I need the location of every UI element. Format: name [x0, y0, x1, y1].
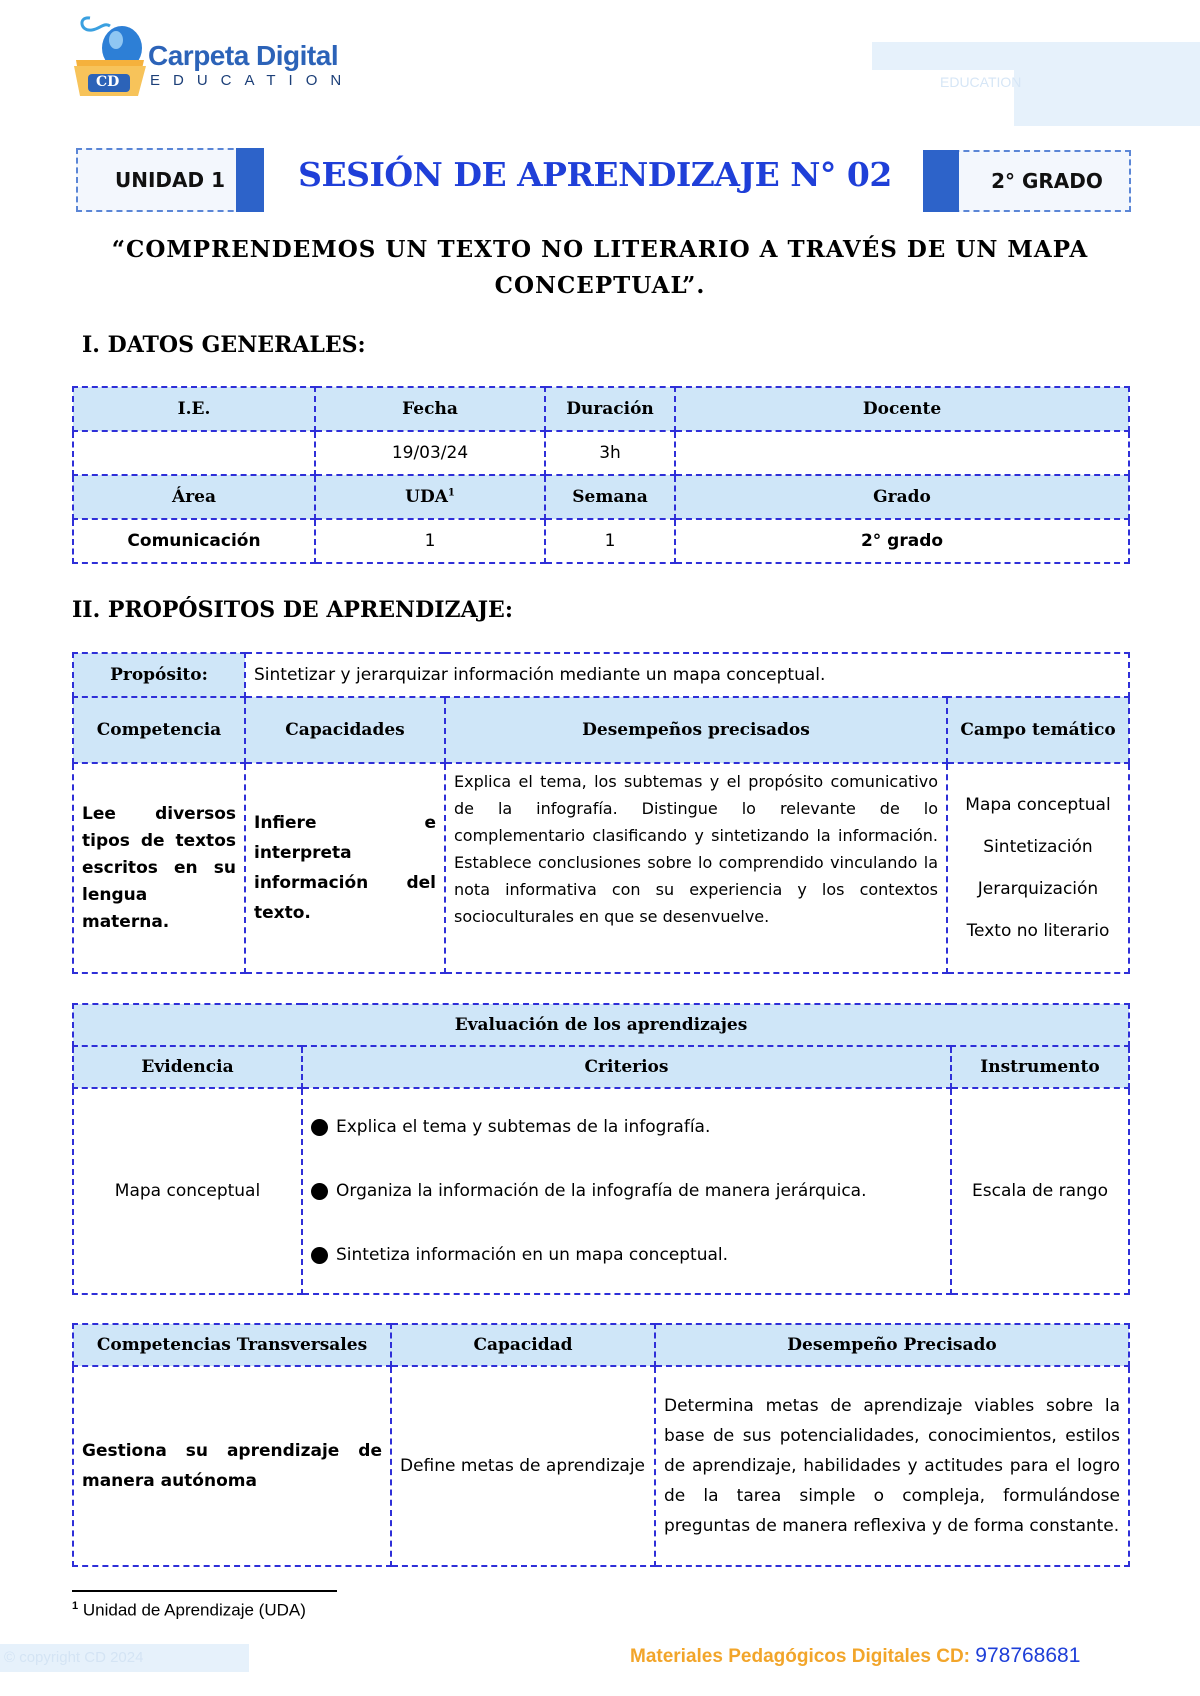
purpose-label: Propósito: — [73, 653, 245, 697]
footnote-divider — [72, 1590, 337, 1592]
campo-item: Sintetización — [983, 837, 1093, 857]
bullet-icon — [311, 1183, 328, 1200]
table-row — [73, 1088, 1129, 1294]
list-item — [311, 1181, 942, 1201]
header-uda-label: UDA — [405, 487, 448, 507]
general-data-table — [72, 386, 1130, 564]
evidencia-value: Mapa conceptual — [73, 1088, 302, 1294]
header-uda — [315, 475, 545, 519]
purpose-text: Sintetizar y jerarquizar información mediante un mapa conceptual. — [245, 653, 1129, 697]
competencia-value: Lee diversos tipos de textos escritos en su lengua materna. — [73, 763, 245, 973]
table-row — [73, 1324, 1129, 1366]
header-docente: Docente — [675, 387, 1129, 431]
bullet-icon — [311, 1119, 328, 1136]
grade-label: 2° GRADO — [991, 169, 1103, 193]
header-band — [872, 42, 1200, 70]
footnote — [72, 1600, 306, 1621]
bullet-icon — [311, 1247, 328, 1264]
table-row — [73, 763, 1129, 973]
header-criterios: Criterios — [302, 1046, 951, 1088]
header-competencia: Competencia — [73, 697, 245, 763]
unit-box-accent — [236, 148, 264, 212]
unit-box — [76, 148, 264, 212]
footnote-number: 1 — [72, 1600, 79, 1612]
logo — [70, 12, 360, 98]
header-area: Área — [73, 475, 315, 519]
header-competencias-transversales: Competencias Transversales — [73, 1324, 391, 1366]
header-desempenos: Desempeños precisados — [445, 697, 947, 763]
transversal-desempeno: Determina metas de aprendizaje viables sobre la base de sus potencialidades, conocimientos, estilos de aprendizaje, habilidades y actitudes para el logro de la tarea simple o compleja, formulándose preguntas de manera reflexiva y de forma constante. — [655, 1366, 1129, 1566]
list-item — [311, 1117, 942, 1137]
table-row — [73, 1004, 1129, 1046]
grade-box — [923, 150, 1131, 212]
table-row — [73, 387, 1129, 431]
campo-item: Jerarquización — [977, 879, 1099, 899]
header-capacidad: Capacidad — [391, 1324, 655, 1366]
header-semana: Semana — [545, 475, 675, 519]
header-band-lower — [1014, 70, 1200, 126]
footnote-ref: 1 — [447, 487, 455, 499]
list-item — [311, 1245, 942, 1265]
logo-subtitle: EDUCATION — [150, 72, 355, 89]
logo-title: Carpeta Digital — [148, 40, 339, 71]
header-fecha: Fecha — [315, 387, 545, 431]
header-grado: Grado — [675, 475, 1129, 519]
criterios-list — [302, 1088, 951, 1294]
header-ie: I.E. — [73, 387, 315, 431]
table-row — [73, 475, 1129, 519]
campo-item: Mapa conceptual — [965, 795, 1111, 815]
value-fecha: 19/03/24 — [315, 431, 545, 475]
transversal-competencia: Gestiona su aprendizaje de manera autónoma — [73, 1366, 391, 1566]
grade-box-accent — [923, 150, 959, 212]
purposes-table — [72, 652, 1130, 974]
desempeno-value: Explica el tema, los subtemas y el propósito comunicativo de la infografía. Distingue lo relevante de lo complementario clasificando y sintetizando la información. Establece conclusiones sobre lo comprendido vinculando la nota informativa con su experiencia y los contextos socioculturales en que se desenvuelve. — [445, 763, 947, 973]
footnote-text: Unidad de Aprendizaje (UDA) — [82, 1600, 306, 1620]
table-row — [73, 431, 1129, 475]
bottom-label: Materiales Pedagógicos Digitales CD: — [630, 1646, 970, 1667]
header-evidencia: Evidencia — [73, 1046, 302, 1088]
value-ie — [73, 431, 315, 475]
transversal-capacidad: Define metas de aprendizaje — [391, 1366, 655, 1566]
evaluation-title: Evaluación de los aprendizajes — [73, 1004, 1129, 1046]
copyright-band: © copyright CD 2024 — [0, 1644, 249, 1672]
unit-label: UNIDAD 1 — [115, 168, 225, 192]
campo-item: Texto no literario — [966, 921, 1110, 941]
value-docente — [675, 431, 1129, 475]
table-row — [73, 1046, 1129, 1088]
header-faint-text: EDUCATION — [940, 74, 1022, 90]
header-duracion: Duración — [545, 387, 675, 431]
value-uda: 1 — [315, 519, 545, 563]
transversal-table — [72, 1323, 1130, 1567]
header-campo: Campo temático — [947, 697, 1129, 763]
criterio-text: Explica el tema y subtemas de la infografía. — [336, 1117, 711, 1137]
value-duracion: 3h — [545, 431, 675, 475]
header-instrumento: Instrumento — [951, 1046, 1129, 1088]
header-capacidades: Capacidades — [245, 697, 445, 763]
evaluation-table — [72, 1003, 1130, 1295]
value-area: Comunicación — [73, 519, 315, 563]
table-row — [73, 697, 1129, 763]
main-title: “COMPRENDEMOS UN TEXTO NO LITERARIO A TRAVÉS DE UN MAPA CONCEPTUAL”. — [111, 236, 1089, 299]
campo-tematico — [947, 763, 1129, 973]
instrumento-value: Escala de rango — [951, 1088, 1129, 1294]
criterio-text: Organiza la información de la infografía de manera jerárquica. — [336, 1181, 867, 1201]
section-heading-general-data: I. DATOS GENERALES: — [82, 332, 366, 358]
table-row — [73, 1366, 1129, 1566]
table-row — [73, 519, 1129, 563]
capacidad-value: Infiere e interpreta información del texto. — [245, 763, 445, 973]
session-title: SESIÓN DE APRENDIZAJE N° 02 — [298, 155, 892, 194]
logo-badge: CD — [96, 74, 120, 90]
value-grado: 2° grado — [675, 519, 1129, 563]
bottom-contact — [630, 1644, 1080, 1668]
table-row — [73, 653, 1129, 697]
value-semana: 1 — [545, 519, 675, 563]
section-heading-purposes: II. PROPÓSITOS DE APRENDIZAJE: — [72, 597, 513, 623]
header-desempeno-precisado: Desempeño Precisado — [655, 1324, 1129, 1366]
criterio-text: Sintetiza información en un mapa conceptual. — [336, 1245, 729, 1265]
phone-number: 978768681 — [975, 1644, 1081, 1667]
